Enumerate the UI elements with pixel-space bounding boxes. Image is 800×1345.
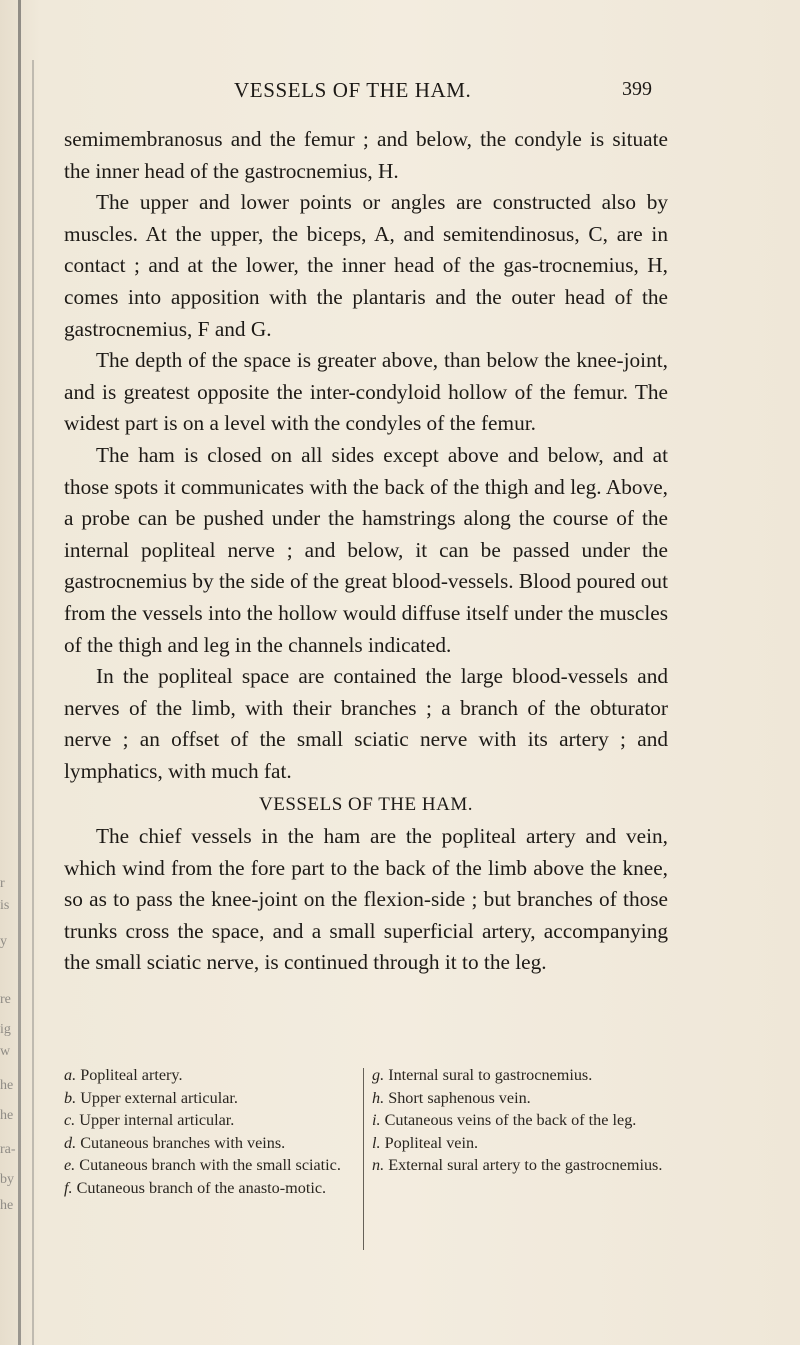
legend-item: [372, 1154, 668, 1177]
binding-line: [18, 0, 21, 1345]
legend-key: a.: [64, 1066, 77, 1084]
paragraph: The upper and lower points or angles are constructed also by muscles. At the upper, the biceps, A, and semitendinosus, C, are in contact ; and at the lower, the inner head of the gas-trocnemius, H, comes into apposition with the plantaris and the outer head of the gastrocnemius, F and G.: [64, 190, 668, 341]
legend-text: Cutaneous branch of the anasto-motic.: [76, 1178, 327, 1197]
legend-item: [64, 1177, 354, 1200]
legend-text: Short saphenous vein.: [388, 1088, 531, 1107]
section-heading: VESSELS OF THE HAM.: [259, 794, 473, 816]
legend-key: c.: [64, 1111, 76, 1130]
gutter-fragment: y: [0, 934, 7, 949]
gutter-fragment: r: [0, 876, 5, 891]
legend-item: [64, 1064, 354, 1087]
legend-item: [64, 1132, 354, 1155]
gutter-fragment: w: [0, 1044, 11, 1059]
running-head: VESSELS OF THE HAM.: [234, 78, 472, 102]
gutter-fragment: ig: [0, 1022, 11, 1037]
legend-item: [372, 1132, 668, 1155]
legend-text: Upper external articular.: [80, 1088, 238, 1107]
paragraph: The depth of the space is greater above, than below the knee-joint, and is greatest opposite the inter-condyloid hollow of the femur. The widest part is on a level with the condyles of the femur.: [64, 348, 668, 436]
legend-item: [372, 1087, 668, 1110]
legend-text: Internal sural to gastrocnemius.: [388, 1066, 593, 1084]
gutter-fragment: he: [0, 1198, 14, 1213]
binding-line-inner: [32, 60, 34, 1345]
legend-key: b.: [64, 1088, 77, 1107]
legend-item: [64, 1109, 354, 1132]
legend-text: External sural artery to the gastrocnemius.: [388, 1156, 663, 1175]
gutter-fragment: re: [0, 992, 11, 1007]
legend-text: Cutaneous branch with the small sciatic.: [79, 1156, 341, 1175]
gutter-fragment: he: [0, 1108, 14, 1123]
legend-key: f.: [64, 1178, 73, 1197]
gutter-fragment: he: [0, 1078, 14, 1093]
legend-text: Upper internal articular.: [79, 1111, 235, 1130]
legend-divider: [363, 1068, 364, 1250]
legend-key: g.: [372, 1066, 385, 1084]
body-text: [64, 124, 668, 979]
legend-key: e.: [64, 1156, 76, 1175]
legend-key: l.: [372, 1133, 381, 1152]
figure-legend: [64, 1064, 668, 1264]
paragraph: In the popliteal space are contained the large blood-vessels and nerves of the limb, with their branches ; a branch of the obturator nerve ; an offset of the small sciatic nerve with its artery ; and lymphatics, with much fat.: [64, 664, 668, 783]
page-number: 399: [622, 78, 652, 100]
legend-key: n.: [372, 1156, 385, 1175]
legend-item: [372, 1064, 668, 1087]
legend-text: Cutaneous branches with veins.: [80, 1133, 286, 1152]
legend-item: [372, 1109, 668, 1132]
gutter-fragment: ra-: [0, 1142, 16, 1157]
binding-edge: [0, 0, 40, 1345]
legend-key: d.: [64, 1133, 77, 1152]
legend-text: Popliteal artery.: [80, 1066, 183, 1084]
legend-column-left: [64, 1064, 354, 1200]
legend-key: i.: [372, 1111, 381, 1130]
legend-key: h.: [372, 1088, 385, 1107]
paragraph: The chief vessels in the ham are the popliteal artery and vein, which wind from the fore part to the back of the limb above the knee, so as to pass the knee-joint on the flexion-side ; but branches of those trunks cross the space, and a small superficial artery, accompanying the small sciatic nerve, is continued through it to the leg.: [64, 824, 668, 975]
legend-item: [64, 1087, 354, 1110]
paragraph: semimembranosus and the femur ; and below, the condyle is situate the inner head of the gastrocnemius, H.: [64, 127, 668, 183]
legend-text: Popliteal vein.: [384, 1133, 479, 1152]
gutter-fragment: by: [0, 1172, 14, 1187]
gutter-fragment: is: [0, 898, 10, 913]
legend-item: [64, 1154, 354, 1177]
paragraph: The ham is closed on all sides except above and below, and at those spots it communicates with the back of the thigh and leg. Above, a probe can be pushed under the hamstrings along the course of the internal popliteal nerve ; and below, it can be passed under the gastrocnemius by the side of the great blood-vessels. Blood poured out from the vessels into the hollow would diffuse itself under the muscles of the thigh and leg in the channels indicated.: [64, 442, 668, 657]
page-header: [0, 78, 800, 108]
legend-text: Cutaneous veins of the back of the leg.: [384, 1111, 637, 1130]
legend-column-right: [372, 1064, 668, 1177]
